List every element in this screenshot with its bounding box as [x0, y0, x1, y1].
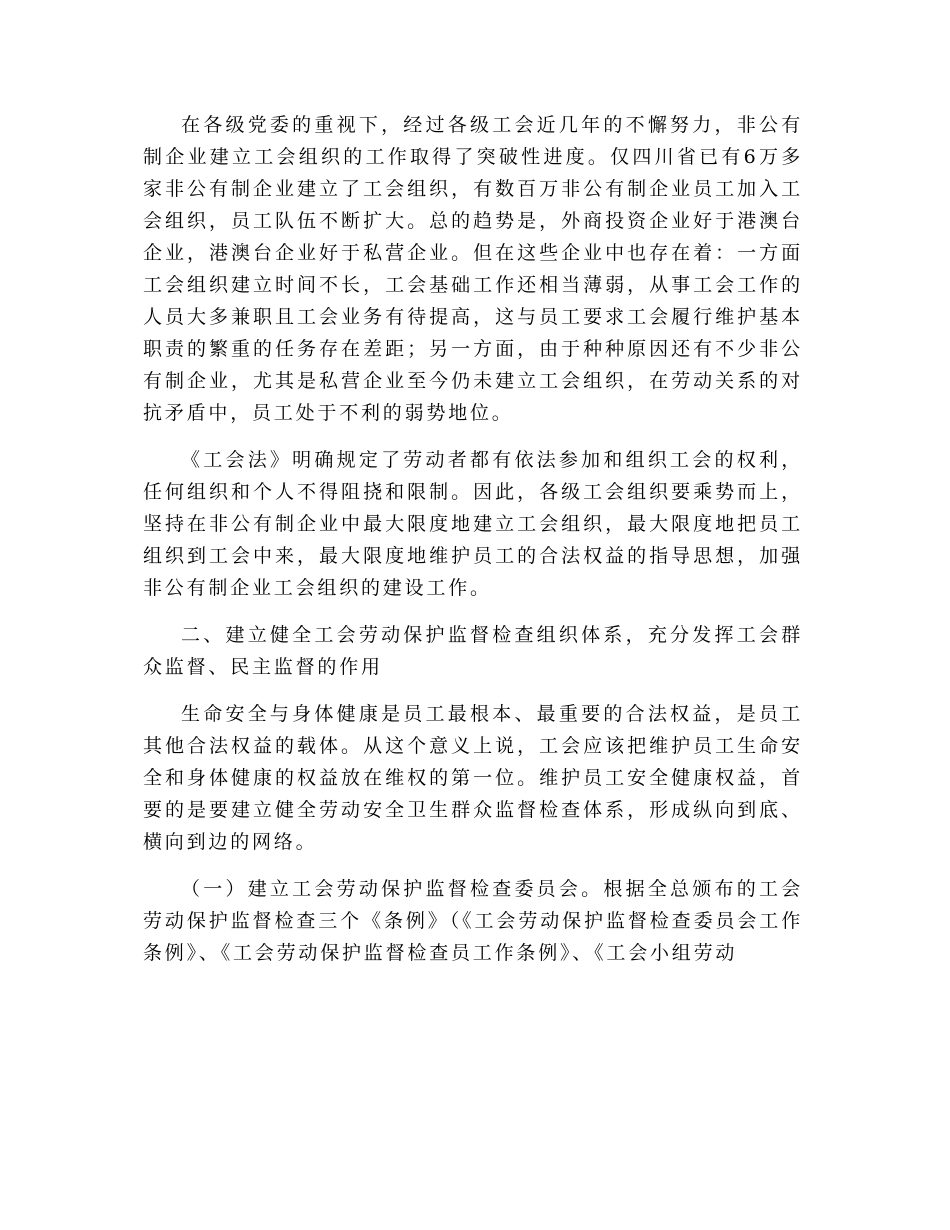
- paragraph-safety-health-rights: 生命安全与身体健康是员工最根本、最重要的合法权益，是员工其他合法权益的载体。从这个意义上说，工会应该把维护员工生命安全和身体健康的权益放在维权的第一位。维护员工安全健康权益，首要的是要建立健全劳动安全卫生群众监督检查体系，形成纵向到底、横向到边的网络。: [143, 703, 803, 853]
- document-page: [143, 109, 803, 984]
- section-heading-labor-protection: 二、建立健全工会劳动保护监督检查组织体系，充分发挥工会群众监督、民主监督的作用: [143, 624, 803, 678]
- paragraph-supervision-committee: （一）建立工会劳动保护监督检查委员会。根据全总颁布的工会劳动保护监督检查三个《条例》（《工会劳动保护监督检查委员会工作条例》、《工会劳动保护监督检查员工作条例》、《工会小组劳动: [143, 878, 803, 964]
- paragraph-trade-union-law: 《工会法》明确规定了劳动者都有依法参加和组织工会的权利，任何组织和个人不得阻挠和限制。因此，各级工会组织要乘势而上，坚持在非公有制企业中最大限度地建立工会组织，最大限度地把员工组织到工会中来，最大限度地维护员工的合法权益的指导思想，加强非公有制企业工会组织的建设工作。: [143, 449, 803, 599]
- paragraph-union-organization-progress: 在各级党委的重视下，经过各级工会近几年的不懈努力，非公有制企业建立工会组织的工作取得了突破性进度。仅四川省已有6万多家非公有制企业建立了工会组织，有数百万非公有制企业员工加入工会组织，员工队伍不断扩大。总的趋势是，外商投资企业好于港澳台企业，港澳台企业好于私营企业。但在这些企业中也存在着：一方面工会组织建立时间不长，工会基础工作还相当薄弱，从事工会工作的人员大多兼职且工会业务有待提高，这与员工要求工会履行维护基本职责的繁重的任务存在差距；另一方面，由于种种原因还有不少非公有制企业，尤其是私营企业至今仍未建立工会组织，在劳动关系的对抗矛盾中，员工处于不利的弱势地位。: [143, 114, 803, 424]
